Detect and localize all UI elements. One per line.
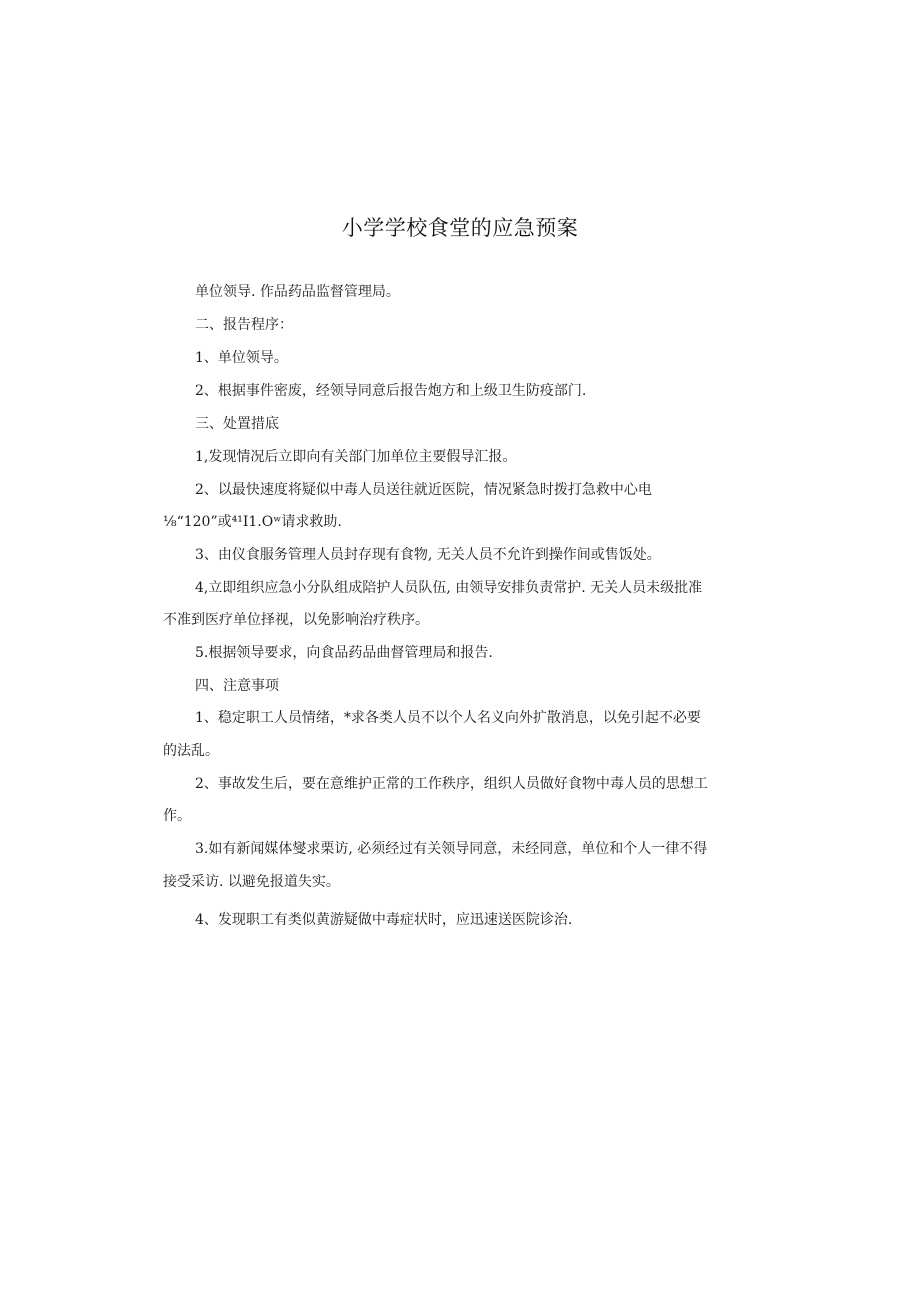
section-heading: 三、处置措底 <box>195 416 279 432</box>
paragraph-line: 3、由仪食服务管理人员封存现有食物, 无关人员不允许到操作间或售饭处。 <box>195 547 661 563</box>
section-heading: 二、报告程序： <box>195 317 293 333</box>
paragraph-line: ⅛“120”或⁴¹I1.Oʷ请求救助. <box>163 514 342 530</box>
paragraph-line: 1、稳定职工人员情绪，*求各类人员不以个人名义向外扩散消息，以免引起不必要 <box>195 710 701 726</box>
paragraph-line: 5.根据领导要求，向食品药品曲督管理局和报告. <box>195 645 493 661</box>
paragraph-line: 2、根据事件密废，经领导同意后报告炮方和上级卫生防疫部门. <box>195 383 587 399</box>
document-title: 小学学校食堂的应急预案 <box>341 216 579 240</box>
paragraph-line: 1,发现情况后立即向有关部门加单位主要假导汇报。 <box>195 449 517 465</box>
paragraph-line: 不准到医疗单位择视，以免影响治疗秩序。 <box>163 612 429 628</box>
paragraph-line: 单位领导. 作品药品监督管理局。 <box>195 284 400 300</box>
paragraph-line: 3.如有新闻媒体燮求栗访, 必须经过有关领导同意，未经同意，单位和个人一律不得 <box>195 841 708 857</box>
paragraph-line: 接受采访. 以避免报道失实。 <box>163 874 340 890</box>
paragraph-line: 2、以最快速度将疑似中毒人员送往就近医院，情况紧急时拨打急救中心电 <box>195 482 652 498</box>
paragraph-line: 4、发现职工有类似黄游疑做中毒症状时，应迅速送医院诊治. <box>195 912 573 928</box>
paragraph-line: 4,立即组织应急小分队组成陪护人员队伍, 由领导安排负责常护. 无关人员未级批准 <box>195 580 703 596</box>
paragraph-line: 1、单位领导。 <box>195 350 288 366</box>
paragraph-line: 的法乱。 <box>163 743 219 759</box>
paragraph-line: 2、事故发生后，要在意维护正常的工作秩序，组织人员做好食物中毒人员的思想工 <box>195 776 708 792</box>
section-heading: 四、注意事项 <box>195 678 279 694</box>
paragraph-line: 作。 <box>163 808 191 824</box>
